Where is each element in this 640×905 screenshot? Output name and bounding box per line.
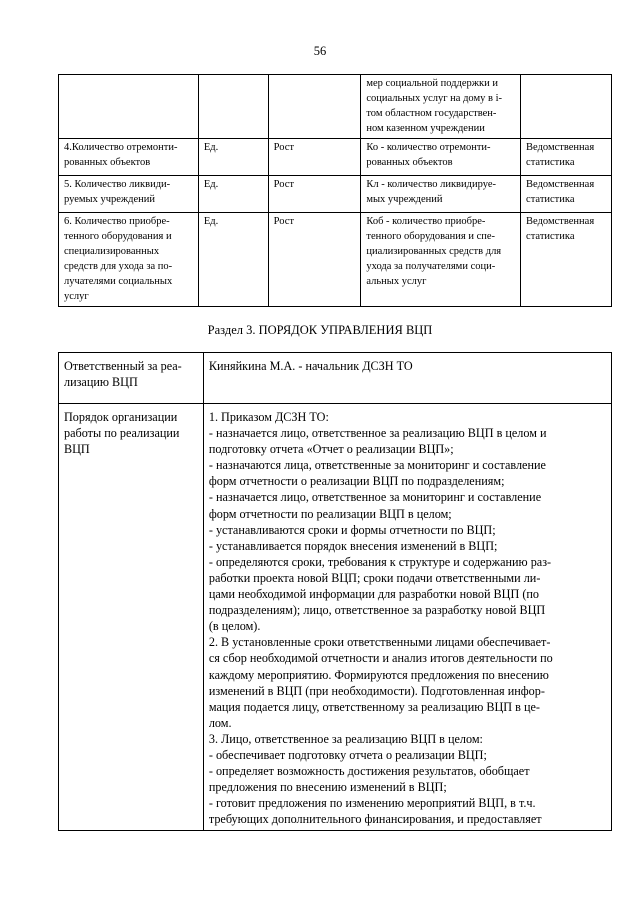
text-line: - устанавливаются сроки и формы отчетности по ВЦП; [208,522,496,537]
cell-line: Порядок организации [64,410,178,424]
text-line: работки проекта новой ВЦП; сроки подачи ответственными ли- [208,570,541,585]
table-cell [198,75,268,139]
cell-line: специализированных [64,246,160,257]
unit-cell: Ед. [198,176,268,213]
cell-line: том областном государствен- [366,108,497,119]
cell-line: статистика [526,231,575,242]
text-line: форм отчетности о реализации ВЦП по подразделениям; [208,474,505,489]
cell-line: статистика [526,157,575,168]
unit-cell: Ед. [198,139,268,176]
source-cell [521,176,612,213]
cell-line: средств для ухода за по- [64,261,173,272]
table-cell [268,75,361,139]
text-line: подразделениям); лицо, ответственное за разработку новой ВЦП [208,603,546,618]
order-text-cell [203,404,611,831]
text-line: 1. Приказом ДСЗН ТО: [208,410,329,424]
unit-cell: Ед. [198,213,268,307]
responsible-label-cell [59,353,204,404]
text-line: ся сбор необходимой отчетности и анализ итогов деятельности по [208,651,553,666]
table-row [59,176,612,213]
cell-line: тенного оборудования и [64,231,172,242]
cell-line: мер социальной поддержки и [366,78,498,89]
cell-line: работы по реализации [64,426,180,441]
cell-line: ном казенном учреждении [366,123,485,134]
cell-line: Ко - количество отремонти- [366,142,491,153]
order-label-cell [59,404,204,831]
cell-line: ВЦП [64,442,90,457]
cell-line: руемых учреждений [64,194,156,205]
indicator-cell [59,139,199,176]
text-line: - определяет возможность достижения результатов, обобщает [208,764,530,779]
table-row [59,404,612,831]
trend-cell: Рост [268,139,361,176]
text-line: (в целом). [208,619,261,634]
text-line: - обеспечивает подготовку отчета о реализации ВЦП; [208,747,487,762]
cell-line: социальных услуг на дому в i- [366,93,502,104]
text-line: изменений в ВЦП (при необходимости). Подготовленная инфор- [208,683,545,698]
page-number: 56 [313,44,327,58]
cell-line: Ответственный за реа- [64,359,182,373]
indicator-cell [59,176,199,213]
table-row [59,213,612,307]
cell-line: лучателями социальных [64,276,173,287]
text-line: подготовку отчета «Отчет о реализации ВЦП»; [208,442,454,457]
source-cell [521,213,612,307]
text-line: мация подается лицу, ответственному за реализацию ВЦП в це- [208,699,540,714]
cell-line: мых учреждений [366,194,443,205]
text-line: 2. В установленные сроки ответственными лицами обеспечивает- [208,635,551,650]
responsible-value-cell: Киняйкина М.А. - начальник ДСЗН ТО [203,353,611,404]
source-cell [521,139,612,176]
cell-line: Ведомственная [526,216,595,227]
cell-line: 5. Количество ликвиди- [64,179,171,190]
text-line: 3. Лицо, ответственное за реализацию ВЦП в целом: [208,731,483,746]
table-row [59,75,612,139]
management-table [58,352,612,831]
section-title: Раздел 3. ПОРЯДОК УПРАВЛЕНИЯ ВЦП [207,323,433,337]
table-row [59,139,612,176]
table-cell [361,75,521,139]
cell-line: статистика [526,194,575,205]
cell-line: 4.Количество отремонти- [64,142,178,153]
text-line: каждому мероприятию. Формируются предложения по внесению [208,667,549,682]
cell-line: альных услуг [366,276,427,287]
formula-cell [361,213,521,307]
indicators-table [58,74,612,307]
cell-line: лизацию ВЦП [64,375,138,390]
text-line: цами необходимой информации для разработки новой ВЦП (по [208,587,539,602]
formula-cell [361,139,521,176]
cell-line: услуг [64,291,89,302]
cell-line: Ведомственная [526,179,595,190]
text-line: - назначаются лица, ответственные за мониторинг и составление [208,458,546,473]
text-line: предложения по внесению изменений в ВЦП; [208,780,447,795]
table-cell [521,75,612,139]
formula-cell [361,176,521,213]
trend-cell: Рост [268,213,361,307]
indicator-cell [59,213,199,307]
cell-line: Кл - количество ликвидируе- [366,179,496,190]
text-line: - устанавливается порядок внесения изменений в ВЦП; [208,538,498,553]
cell-line: рованных объектов [366,157,453,168]
cell-line: рованных объектов [64,157,151,168]
text-line: форм отчетности по реализации ВЦП в целом; [208,506,452,521]
table-cell [59,75,199,139]
text-line: - назначается лицо, ответственное за мониторинг и составление [208,490,542,505]
table-row [59,353,612,404]
cell-line: тенного оборудования и спе- [366,231,496,242]
trend-cell: Рост [268,176,361,213]
cell-line: Ведомственная [526,142,595,153]
cell-line: 6. Количество приобре- [64,216,170,227]
text-line: - определяются сроки, требования к структуре и содержанию раз- [208,554,552,569]
cell-line: ухода за получателями соци- [366,261,496,272]
text-line: - назначается лицо, ответственное за реализацию ВЦП в целом и [208,426,547,441]
cell-line: циализированных средств для [366,246,502,257]
cell-line: Коб - количество приобре- [366,216,486,227]
text-line: - готовит предложения по изменению мероприятий ВЦП, в т.ч. [208,796,536,811]
text-line: требующих дополнительного финансирования, и предоставляет [208,812,542,827]
text-line: лом. [208,715,232,730]
